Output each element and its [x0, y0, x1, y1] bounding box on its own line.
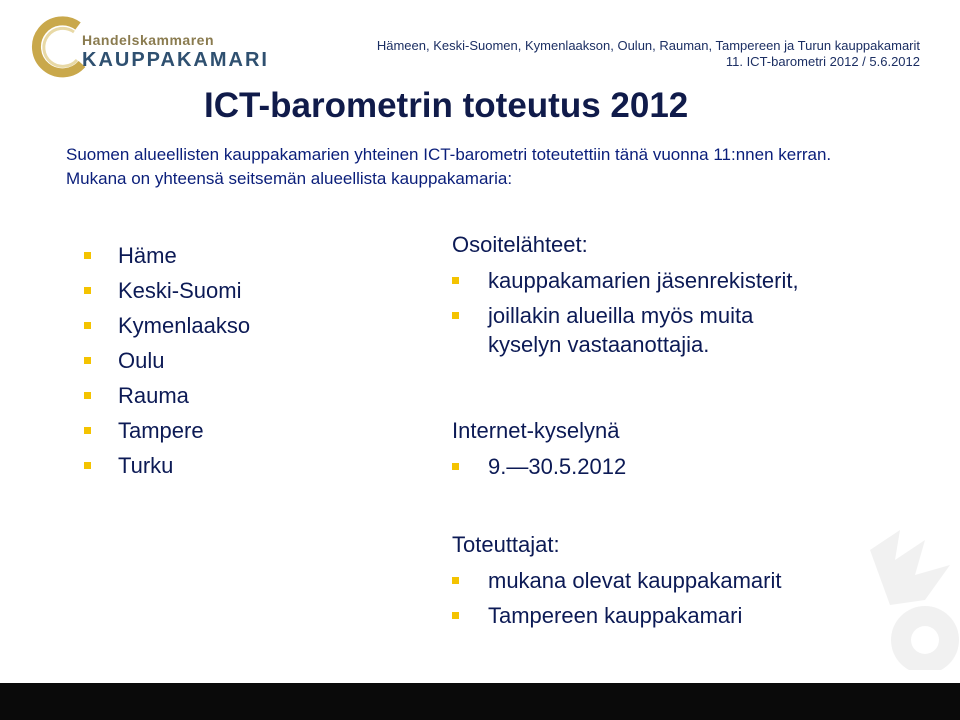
- slide-title: ICT-barometrin toteutus 2012: [204, 86, 689, 125]
- chamber-label: Tampere: [118, 418, 204, 443]
- bullet-square-icon: [84, 322, 91, 329]
- list-item: [84, 273, 250, 308]
- chamber-logo: [30, 16, 270, 86]
- survey-dates: 9.—30.5.2012: [488, 454, 627, 479]
- implementers-heading: Toteuttajat:: [452, 532, 560, 557]
- chamber-list: [84, 238, 250, 483]
- source-label: joillakin alueilla myös muita: [488, 303, 754, 328]
- list-item: [84, 448, 250, 483]
- bullet-square-icon: [452, 312, 459, 319]
- list-item: [452, 452, 626, 481]
- list-item: [452, 266, 799, 295]
- header-chambers: Hämeen, Keski-Suomen, Kymenlaakson, Oulun, Rauman, Tampereen ja Turun kauppakamarit: [376, 38, 920, 53]
- chamber-label: Häme: [118, 243, 177, 268]
- watermark-emblem-icon: [830, 520, 960, 670]
- chamber-label: Turku: [118, 453, 174, 478]
- survey-heading: Internet-kyselynä: [452, 418, 620, 443]
- list-item: [84, 238, 250, 273]
- sources-list: [452, 266, 799, 359]
- list-item: [452, 601, 782, 630]
- sources-heading: Osoitelähteet:: [452, 232, 588, 257]
- bullet-square-icon: [84, 462, 91, 469]
- bullet-square-icon: [452, 463, 459, 470]
- list-item: [452, 301, 799, 359]
- list-item: [452, 566, 782, 595]
- source-label: kauppakamarien jäsenrekisterit,: [488, 268, 799, 293]
- bullet-square-icon: [84, 287, 91, 294]
- chamber-label: Kymenlaakso: [118, 313, 251, 338]
- intro-text: Suomen alueellisten kauppakamarien yhteinen ICT-barometri toteutettiin tänä vuonna 11:nnen kerran. Mukana on yhteensä seitsemän alueellista kauppakamaria:: [66, 145, 832, 188]
- chamber-label: Oulu: [118, 348, 165, 373]
- logo-text-top: Handelskammaren: [82, 32, 215, 48]
- logo-text-bottom: KAUPPAKAMARI: [82, 49, 269, 71]
- list-item: [84, 343, 250, 378]
- sources-section: [452, 230, 799, 359]
- bullet-square-icon: [452, 277, 459, 284]
- footer-bar: [0, 683, 960, 720]
- implementer-label: mukana olevat kauppakamarit: [488, 568, 782, 593]
- header-edition: 11. ICT-barometri 2012 / 5.6.2012: [725, 54, 920, 69]
- bullet-square-icon: [452, 577, 459, 584]
- list-item: [84, 413, 250, 448]
- survey-list: [452, 452, 626, 481]
- header-info: [377, 38, 920, 70]
- chamber-label: Rauma: [118, 383, 189, 408]
- implementers-section: [452, 530, 782, 630]
- bullet-square-icon: [84, 427, 91, 434]
- list-item: [84, 308, 250, 343]
- survey-section: [452, 416, 626, 481]
- list-item: [84, 378, 250, 413]
- implementer-label: Tampereen kauppakamari: [488, 603, 743, 628]
- source-label-continued: kyselyn vastaanottajia.: [488, 332, 710, 357]
- bullet-square-icon: [84, 252, 91, 259]
- bullet-square-icon: [452, 612, 459, 619]
- chamber-label: Keski-Suomi: [118, 278, 242, 303]
- bullet-square-icon: [84, 392, 91, 399]
- implementers-list: [452, 566, 782, 630]
- bullet-square-icon: [84, 357, 91, 364]
